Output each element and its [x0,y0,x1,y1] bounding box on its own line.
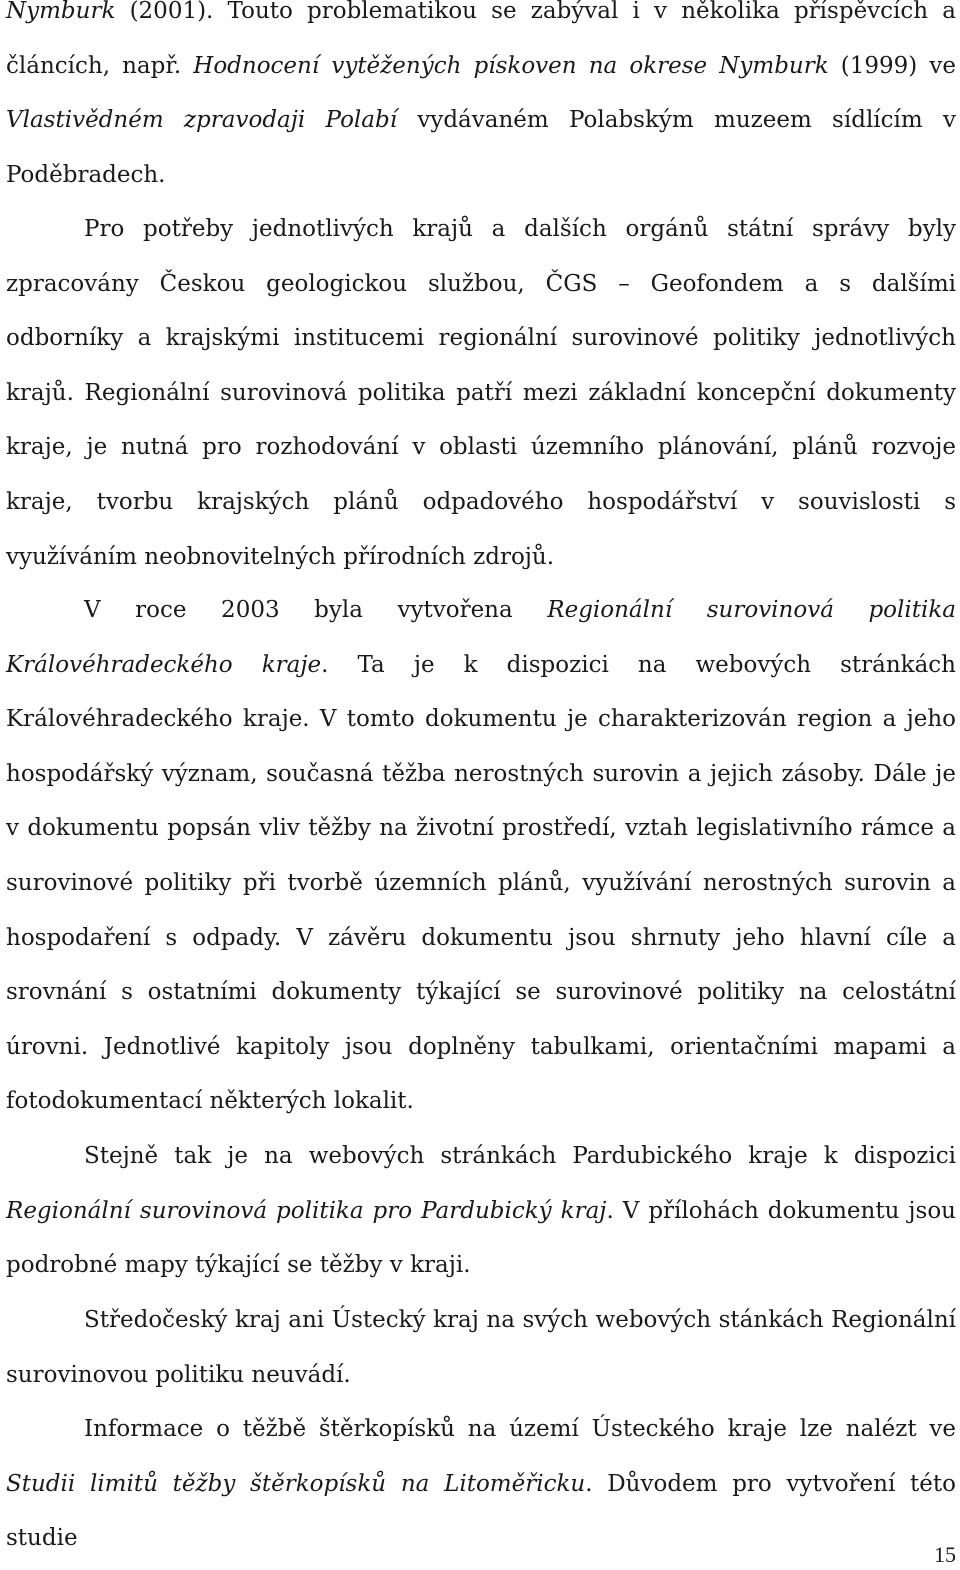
italic-text-run: Regionální surovinová politika Královéhradeckého kraje [6,597,956,678]
page-number: 15 [934,1542,956,1567]
paragraph [6,1129,956,1293]
text-run: (1999) ve [828,52,956,79]
paragraph [6,583,956,1129]
paragraph [6,202,956,584]
italic-text-run: Regionální surovinová politika pro Pardubický kraj [6,1197,607,1224]
text-run: vydávaném Polabským muzeem sídlícím v Poděbradech. [6,107,956,188]
text-run: Pro potřeby jednotlivých krajů a dalších orgánů státní správy byly zpracovány Českou geologickou službou, ČGS – Geofondem a s dalšími odborníky a krajskými institucemi regionální surovinové politiky jednotlivých krajů. Regionální surovinová politika patří mezi základní koncepční dokumenty kraje, je nutná pro rozhodování v oblasti územního plánování, plánů rozvoje kraje, tvorbu krajských plánů odpadového hospodářství v souvislosti s využíváním neobnovitelných přírodních zdrojů. [6,216,956,570]
italic-text-run: Studii limitů těžby štěrkopísků na Litoměřicku [6,1470,586,1497]
italic-text-run: Nymburk [6,0,116,24]
paragraph [6,1293,956,1402]
text-run: Informace o těžbě štěrkopísků na území Ústeckého kraje lze nalézt ve [84,1416,956,1442]
text-run: (2001). Touto problematikou se zabýval i v několika příspěvcích a článcích, např. [6,0,956,79]
text-run: . Ta je k dispozici na webových stránkách Královéhradeckého kraje. V tomto dokumentu je charakterizován region a jeho hospodářský význam, současná těžba nerostných surovin a jejich zásoby. Dále je v dokumentu popsán vliv těžby na životní prostředí, vztah legislativního rámce a surovinové politiky při tvorbě územních plánů, využívání nerostných surovin a hospodaření s odpady. V závěru dokumentu jsou shrnuty jeho hlavní cíle a srovnání s ostatními dokumenty týkající se surovinové politiky na celostátní úrovni. Jednotlivé kapitoly jsou doplněny tabulkami, orientačními mapami a fotodokumentací některých lokalit. [6,651,956,1115]
text-run: Středočeský kraj ani Ústecký kraj na svých webových stánkách Regionální surovinovou politiku neuvádí. [6,1307,956,1388]
text-run: Stejně tak je na webových stránkách Pardubického kraje k dispozici [84,1143,956,1169]
italic-text-run: Vlastivědném zpravodaji Polabí [6,107,398,134]
text-run: . Důvodem pro vytvoření této studie [6,1470,956,1552]
paragraph [6,1402,956,1566]
text-run: V roce 2003 byla vytvořena [84,597,548,623]
paragraph [6,0,956,202]
text-run: . V přílohách dokumentu jsou podrobné mapy týkající se těžby v kraji. [6,1197,956,1279]
italic-text-run: Hodnocení vytěžených pískoven na okrese Nymburk [193,52,829,79]
